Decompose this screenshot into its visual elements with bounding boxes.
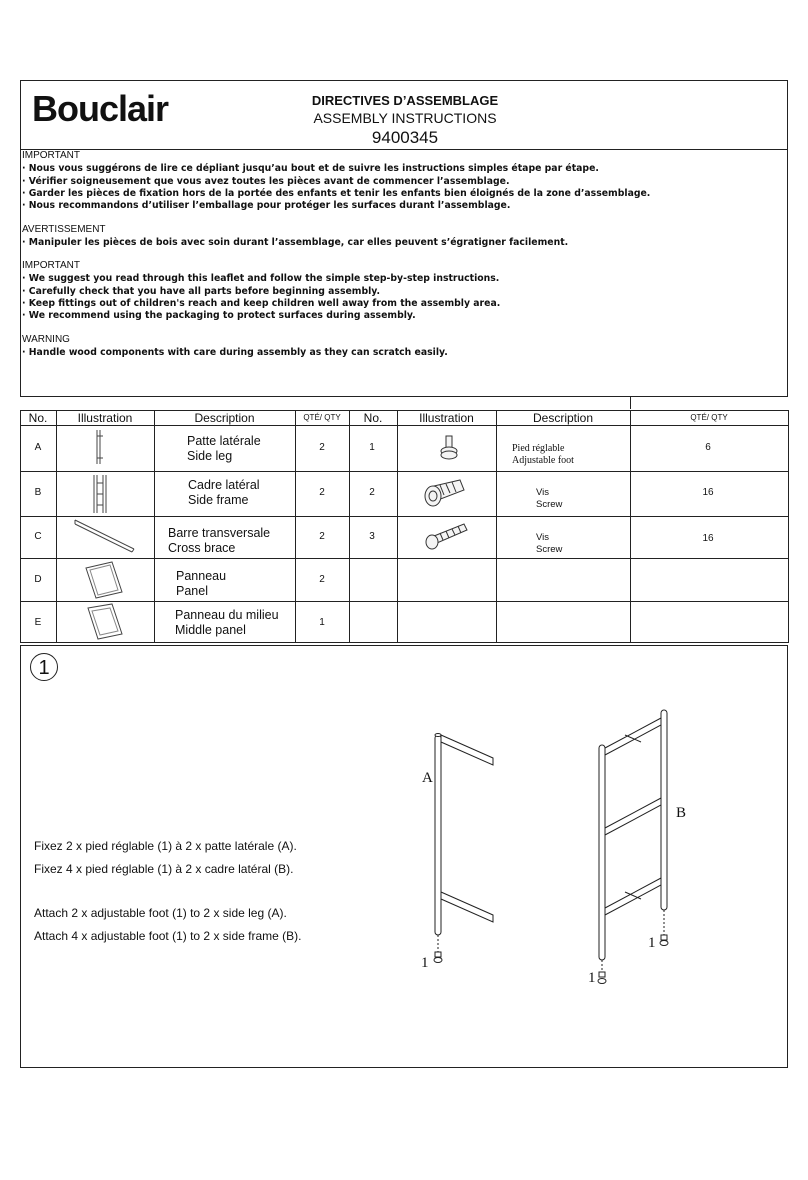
step-instruction-en: Attach 2 x adjustable foot (1) to 2 x side leg (A). <box>34 906 287 920</box>
part-qty: 2 <box>319 442 325 453</box>
hardware-qty: 16 <box>702 533 714 544</box>
title-en: ASSEMBLY INSTRUCTIONS <box>313 110 497 126</box>
hardware-desc-en: Screw <box>536 544 563 555</box>
part-desc-fr: Barre transversale <box>168 526 271 540</box>
note-heading: IMPORTANT <box>22 260 80 271</box>
side-frame-illustration <box>88 473 112 515</box>
hardware-desc-fr: Pied réglable <box>512 443 565 454</box>
hardware-desc-fr: Vis <box>536 487 550 498</box>
note-bullet: · Vérifier soigneusement que vous avez toutes les pièces avant de commencer l’assemblage. <box>22 176 510 187</box>
header-no: No. <box>363 411 383 425</box>
header-qty: QTÉ/ QTY <box>690 413 728 422</box>
part-qty: 2 <box>319 574 325 585</box>
side-frame-diagram <box>585 700 695 990</box>
part-desc-en: Side leg <box>187 449 233 463</box>
part-qty: 2 <box>319 531 325 542</box>
side-leg-illustration <box>90 428 110 468</box>
note-bullet: · We recommend using the packaging to protect surfaces during assembly. <box>22 310 416 321</box>
part-no: C <box>34 531 42 542</box>
hardware-desc-en: Screw <box>536 499 563 510</box>
note-heading: IMPORTANT <box>22 150 80 161</box>
header-description: Description <box>194 411 255 425</box>
part-desc-en: Panel <box>176 584 208 598</box>
screw-illustration <box>420 476 466 512</box>
label-b: B <box>676 805 687 821</box>
header-description: Description <box>532 411 594 425</box>
step-number: 1 <box>30 653 58 681</box>
part-desc-en: Middle panel <box>175 623 246 637</box>
note-heading: AVERTISSEMENT <box>22 224 106 235</box>
part-desc-fr: Cadre latéral <box>188 478 260 492</box>
part-no: B <box>34 487 42 498</box>
panel-illustration <box>82 560 126 600</box>
hardware-desc-fr: Vis <box>536 532 550 543</box>
product-code: 9400345 <box>371 128 439 147</box>
brand-logo: Bouclair <box>32 88 169 129</box>
part-no: E <box>34 617 42 628</box>
note-bullet: · Nous vous suggérons de lire ce dépliant jusqu’au bout et de suivre les instructions simples étape par étape. <box>22 163 599 174</box>
label-a: A <box>422 770 433 786</box>
note-bullet: · Keep fittings out of children's reach and keep children well away from the assembly area. <box>22 298 501 309</box>
label-foot: 1 <box>588 970 596 986</box>
hardware-desc-en: Adjustable foot <box>512 455 574 466</box>
hardware-no: 3 <box>369 531 375 542</box>
step-instruction-fr: Fixez 2 x pied réglable (1) à 2 x patte latérale (A). <box>34 839 297 853</box>
hardware-qty: 16 <box>702 487 714 498</box>
note-bullet: · Handle wood components with care during assembly as they can scratch easily. <box>22 347 448 358</box>
hardware-no: 2 <box>369 487 375 498</box>
part-qty: 2 <box>319 487 325 498</box>
header-qty: QTÉ/ QTY <box>303 413 341 422</box>
side-leg-diagram <box>415 720 515 970</box>
adjustable-foot-illustration <box>436 433 462 463</box>
title-fr: DIRECTIVES D’ASSEMBLAGE <box>311 93 499 108</box>
header-illustration: Illustration <box>77 411 133 425</box>
label-foot: 1 <box>421 955 429 971</box>
note-heading: WARNING <box>22 334 70 345</box>
step-instruction-en: Attach 4 x adjustable foot (1) to 2 x side frame (B). <box>34 929 302 943</box>
hardware-no: 1 <box>369 442 375 453</box>
note-bullet: · Nous recommandons d’utiliser l’emballage pour protéger les surfaces durant l’assemblage. <box>22 200 511 211</box>
part-desc-fr: Panneau <box>176 569 227 583</box>
note-bullet: · Manipuler les pièces de bois avec soin durant l’assemblage, car elles peuvent s’égratigner facilement. <box>22 237 569 248</box>
cross-brace-illustration <box>72 517 138 555</box>
part-desc-fr: Patte latérale <box>187 434 261 448</box>
note-bullet: · We suggest you read through this leaflet and follow the simple step-by-step instructions. <box>22 273 500 284</box>
note-bullet: · Carefully check that you have all parts before beginning assembly. <box>22 286 381 297</box>
part-desc-en: Cross brace <box>168 541 236 555</box>
part-desc-fr: Panneau du milieu <box>175 608 279 622</box>
part-no: A <box>34 442 42 453</box>
part-qty: 1 <box>319 617 325 628</box>
middle-panel-illustration <box>84 602 126 642</box>
note-bullet: · Garder les pièces de fixation hors de la portée des enfants et tenir les enfants bien éloignés de la zone d’assemblage. <box>22 188 651 199</box>
header-no: No. <box>28 411 48 425</box>
long-screw-illustration <box>420 520 470 554</box>
step-instruction-fr: Fixez 4 x pied réglable (1) à 2 x cadre latéral (B). <box>34 862 294 876</box>
header-illustration: Illustration <box>419 411 474 425</box>
label-foot: 1 <box>648 935 656 951</box>
hardware-qty: 6 <box>705 442 711 453</box>
part-desc-en: Side frame <box>188 493 249 507</box>
part-no: D <box>34 574 42 585</box>
